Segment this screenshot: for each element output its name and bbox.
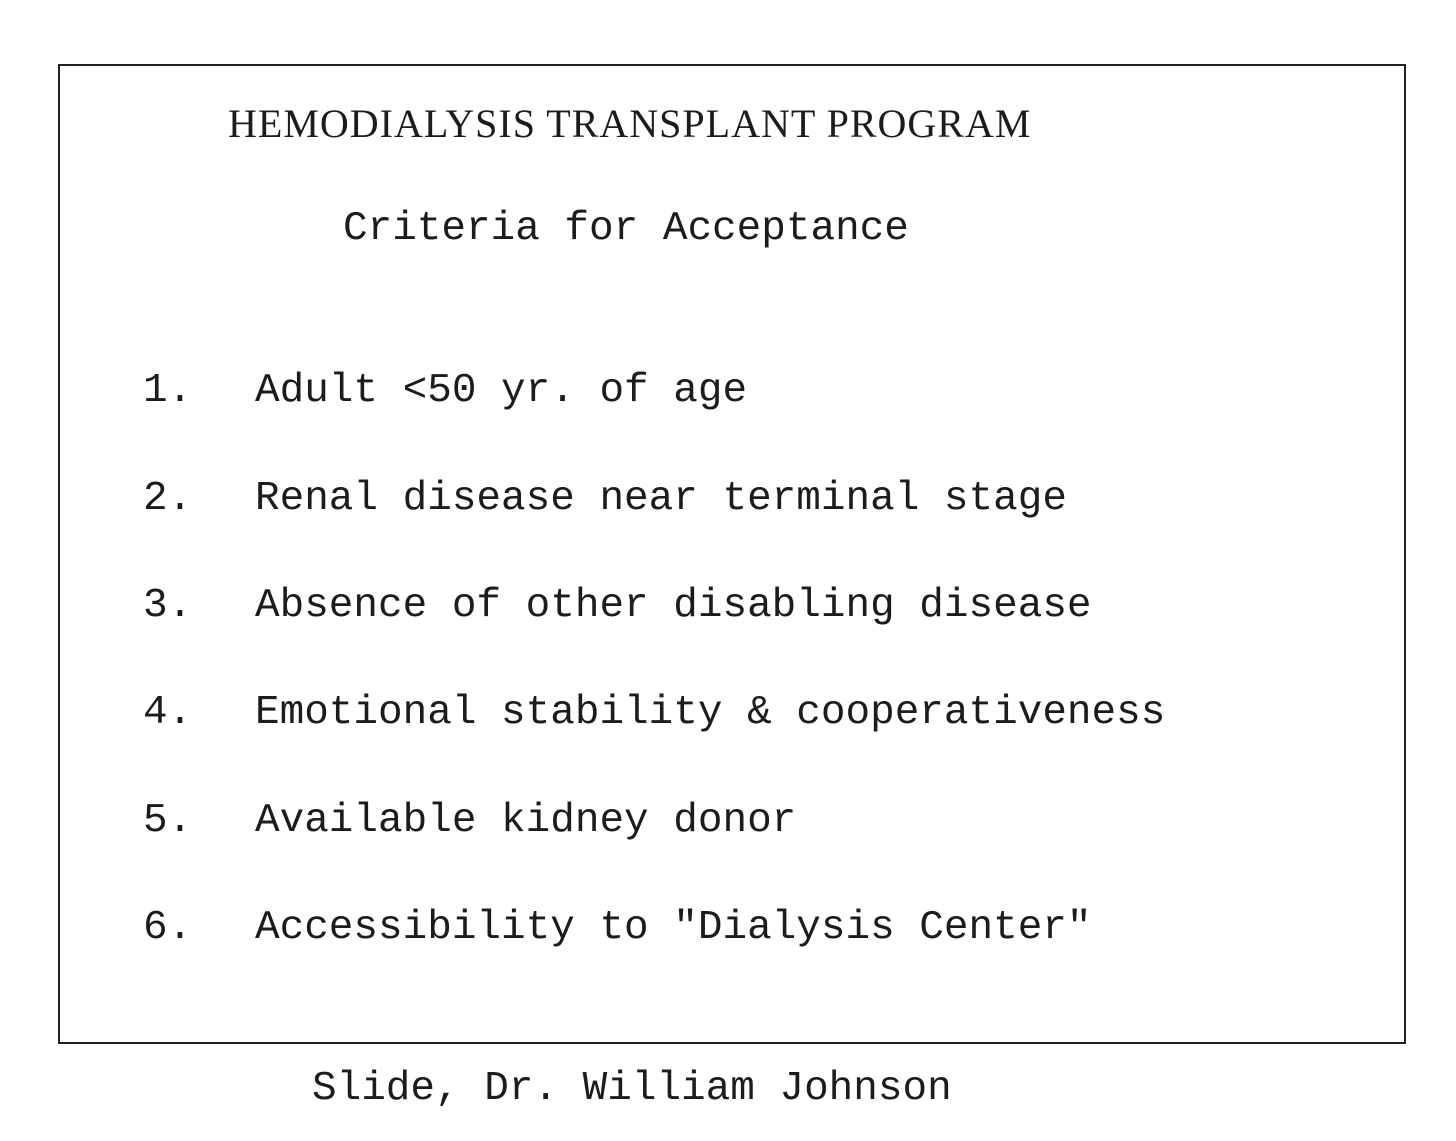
criteria-item — [143, 796, 796, 846]
slide-subtitle: Criteria for Acceptance — [343, 206, 909, 252]
item-text: Absence of other disabling disease — [255, 583, 1092, 629]
item-number: 3. — [143, 583, 193, 629]
item-number: 1. — [143, 368, 193, 414]
item-number: 5. — [143, 798, 193, 844]
criteria-item — [143, 474, 1067, 524]
item-text: Renal disease near terminal stage — [255, 476, 1067, 522]
item-number: 6. — [143, 905, 193, 951]
item-number: 4. — [143, 690, 193, 736]
item-text: Available kidney donor — [255, 798, 797, 844]
criteria-item — [143, 581, 1092, 631]
item-number: 2. — [143, 476, 193, 522]
caption: Slide, Dr. William Johnson — [312, 1066, 952, 1112]
criteria-item — [143, 903, 1092, 953]
item-text: Adult <50 yr. of age — [255, 368, 748, 414]
slide-title: HEMODIALYSIS TRANSPLANT PROGRAM — [228, 101, 1032, 146]
criteria-item — [143, 688, 1165, 738]
criteria-item — [143, 366, 747, 416]
item-text: Accessibility to "Dialysis Center" — [255, 905, 1092, 951]
item-text: Emotional stability & cooperativeness — [255, 690, 1166, 736]
